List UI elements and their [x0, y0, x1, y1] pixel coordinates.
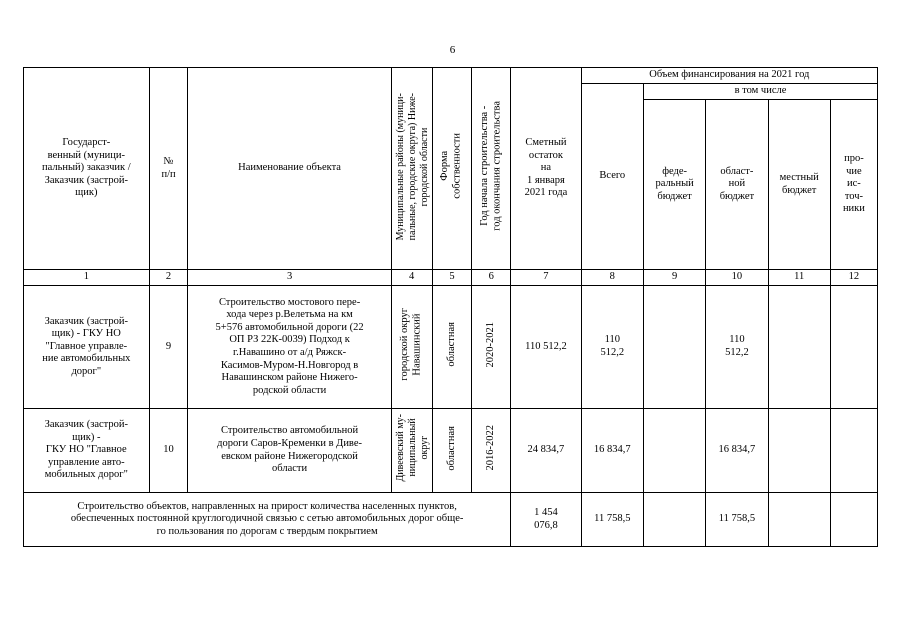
header-years: Год начала строительства - год окончания строительства	[472, 68, 511, 270]
header-num: № п/п	[149, 68, 188, 270]
row-local	[768, 286, 830, 409]
row-years: 2016-2022	[472, 409, 511, 493]
col-number: 11	[768, 270, 830, 286]
header-balance: Сметный остаток на 1 января 2021 года	[511, 68, 581, 270]
summary-local	[768, 493, 830, 547]
header-local: местный бюджет	[768, 100, 830, 270]
row-district: городской округ Навашинский	[391, 286, 432, 409]
row-total: 110 512,2	[581, 286, 643, 409]
row-ownership: областная	[432, 409, 472, 493]
row-total: 16 834,7	[581, 409, 643, 493]
header-ownership: Форма собственности	[432, 68, 472, 270]
row-balance: 110 512,2	[511, 286, 581, 409]
summary-balance: 1 454 076,8	[511, 493, 581, 547]
page-number: 6	[449, 44, 456, 56]
row-other	[830, 409, 877, 493]
col-number: 3	[188, 270, 391, 286]
col-number: 6	[472, 270, 511, 286]
col-number: 2	[149, 270, 188, 286]
col-number: 7	[511, 270, 581, 286]
row-num: 9	[149, 286, 188, 409]
row-regional: 110 512,2	[706, 286, 768, 409]
col-number: 10	[706, 270, 768, 286]
row-years: 2020-2021	[472, 286, 511, 409]
row-district: Дивеевский му- ниципальный округ	[391, 409, 432, 493]
column-numbers-row	[24, 270, 878, 286]
row-object: Строительство мостового пере- хода через р.Велетьма на км 5+576 автомобильной дороги (22 ОП РЗ 22К-0039) Подход к г.Навашино от а/д Ряжск- Касимов-Муром-Н.Новгород в Навашинском районе Нижего- родской области	[188, 286, 391, 409]
summary-text: Строительство объектов, направленных на прирост количества населенных пунктов, обеспеченных постоянной круглогодичной связью с сетью автомобильных дорог обще- го пользования по дорогам с твердым покрытием	[24, 493, 511, 547]
col-number: 8	[581, 270, 643, 286]
summary-row	[24, 493, 878, 547]
summary-other	[830, 493, 877, 547]
table-row	[24, 409, 878, 493]
header-other: про- чие ис- точ- ники	[830, 100, 877, 270]
col-number: 9	[643, 270, 705, 286]
header-customer: Государст- венный (муници- пальный) заказчик / Заказчик (застрой- щик)	[24, 68, 150, 270]
row-local	[768, 409, 830, 493]
col-number: 4	[391, 270, 432, 286]
row-object: Строительство автомобильной дороги Саров-Кременки в Диве- евском районе Нижегородской области	[188, 409, 391, 493]
row-customer: Заказчик (застрой- щик) - ГКУ НО "Главное управление авто- мобильных дорог"	[24, 409, 150, 493]
header-object: Наименование объекта	[188, 68, 391, 270]
header-total: Всего	[581, 84, 643, 270]
row-regional: 16 834,7	[706, 409, 768, 493]
col-number: 1	[24, 270, 150, 286]
row-ownership: областная	[432, 286, 472, 409]
row-federal	[643, 409, 705, 493]
row-balance: 24 834,7	[511, 409, 581, 493]
row-other	[830, 286, 877, 409]
financing-table	[23, 67, 878, 547]
row-num: 10	[149, 409, 188, 493]
header-regional: област- ной бюджет	[706, 100, 768, 270]
row-customer: Заказчик (застрой- щик) - ГКУ НО "Главное управле- ние автомобильных дорог"	[24, 286, 150, 409]
header-federal: феде- ральный бюджет	[643, 100, 705, 270]
header-districts: Муниципальные районы (муници- пальные, городские округа) Ниже- городской области	[391, 68, 432, 270]
summary-regional: 11 758,5	[706, 493, 768, 547]
row-federal	[643, 286, 705, 409]
col-number: 12	[830, 270, 877, 286]
summary-total: 11 758,5	[581, 493, 643, 547]
col-number: 5	[432, 270, 472, 286]
table-row	[24, 286, 878, 409]
summary-federal	[643, 493, 705, 547]
header-funding-group: Объем финансирования на 2021 год	[581, 68, 877, 84]
header-including: в том числе	[643, 84, 877, 100]
